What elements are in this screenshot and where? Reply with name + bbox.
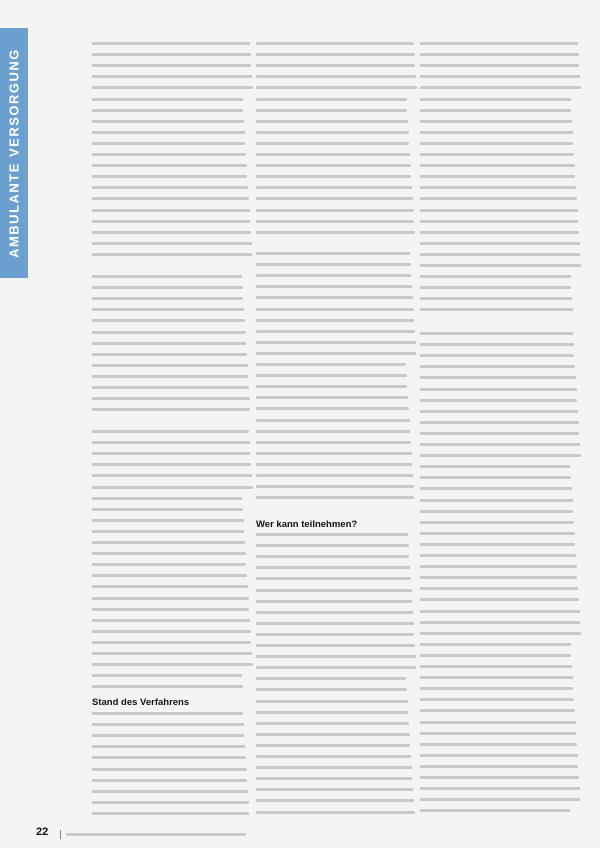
text-line [92, 131, 245, 134]
text-line [256, 485, 414, 488]
text-line [420, 676, 573, 679]
text-line [420, 709, 575, 712]
text-line [92, 209, 250, 212]
text-line [256, 496, 414, 499]
text-line [420, 809, 570, 812]
text-line [256, 711, 408, 714]
text-line [92, 98, 243, 101]
text-line [256, 644, 415, 647]
text-line [256, 544, 409, 547]
text-line [420, 698, 574, 701]
text-line [92, 674, 242, 677]
text-line [256, 419, 410, 422]
text-line [256, 75, 416, 78]
text-line [92, 153, 246, 156]
text-line [420, 432, 579, 435]
text-line [92, 608, 249, 611]
text-line [256, 186, 412, 189]
text-line [256, 407, 409, 410]
footer-publication-line [66, 833, 246, 836]
text-line [256, 352, 416, 355]
text-line [420, 798, 580, 801]
text-line [92, 220, 250, 223]
text-line [92, 734, 244, 737]
text-line [420, 787, 580, 790]
text-line [420, 197, 577, 200]
text-line [256, 430, 410, 433]
text-line [420, 142, 573, 145]
text-line [420, 454, 581, 457]
text-line [256, 308, 414, 311]
footer-divider [60, 830, 61, 839]
text-line [92, 630, 251, 633]
text-line [256, 766, 412, 769]
text-line [420, 732, 576, 735]
text-line [256, 64, 415, 67]
text-line [92, 53, 251, 56]
text-line [256, 452, 412, 455]
text-line [92, 745, 245, 748]
text-line [420, 587, 578, 590]
text-line [420, 275, 571, 278]
text-line [420, 75, 580, 78]
text-line [92, 663, 253, 666]
text-line [256, 611, 413, 614]
text-line [92, 563, 246, 566]
text-line [256, 164, 411, 167]
text-line [92, 430, 249, 433]
text-line [92, 452, 250, 455]
text-line [420, 231, 579, 234]
text-line [420, 654, 571, 657]
text-line [92, 408, 250, 411]
text-line [420, 499, 573, 502]
text-line [256, 296, 413, 299]
text-line [420, 354, 574, 357]
text-line [92, 175, 247, 178]
text-line [256, 396, 408, 399]
text-line [92, 386, 249, 389]
text-line [256, 622, 414, 625]
text-line [256, 733, 410, 736]
text-line [256, 274, 411, 277]
text-line [92, 801, 249, 804]
text-line [92, 723, 244, 726]
text-line [420, 376, 576, 379]
sidebar-label: AMBULANTE VERSORGUNG [6, 48, 22, 258]
text-line [92, 275, 242, 278]
text-line [420, 665, 572, 668]
text-line [420, 632, 581, 635]
text-line [420, 721, 576, 724]
text-line [420, 264, 581, 267]
text-line [92, 541, 245, 544]
text-line [420, 487, 572, 490]
text-column-2 [256, 40, 418, 820]
heading-stand-des-verfahrens: Stand des Verfahrens [92, 697, 190, 708]
text-line [92, 186, 248, 189]
text-line [92, 308, 244, 311]
text-line [420, 332, 573, 335]
text-line [420, 643, 571, 646]
text-line [420, 410, 578, 413]
text-line [420, 220, 578, 223]
page-number: 22 [36, 826, 49, 838]
text-line [92, 397, 250, 400]
text-line [92, 779, 247, 782]
text-line [92, 253, 252, 256]
text-line [420, 443, 580, 446]
text-line [256, 86, 417, 89]
text-line [256, 688, 407, 691]
text-line [420, 286, 571, 289]
text-line [92, 812, 249, 815]
text-line [256, 533, 408, 536]
text-line [92, 297, 243, 300]
text-line [256, 263, 411, 266]
text-line [256, 788, 413, 791]
text-line [420, 565, 577, 568]
text-line [92, 519, 244, 522]
text-line [92, 364, 248, 367]
text-line [420, 765, 578, 768]
text-line [420, 743, 577, 746]
text-line [256, 666, 416, 669]
text-line [92, 375, 248, 378]
text-line [256, 555, 409, 558]
text-line [420, 120, 572, 123]
text-line [256, 463, 412, 466]
text-line [256, 600, 412, 603]
text-line [256, 441, 411, 444]
text-line [256, 153, 410, 156]
text-line [420, 754, 578, 757]
text-line [420, 532, 575, 535]
text-line [92, 286, 243, 289]
text-line [420, 621, 580, 624]
text-line [420, 610, 580, 613]
text-line [420, 388, 577, 391]
sidebar [0, 0, 28, 848]
text-line [92, 685, 243, 688]
text-line [92, 120, 244, 123]
text-line [92, 75, 252, 78]
text-line [420, 543, 575, 546]
text-line [256, 655, 416, 658]
text-line [420, 554, 576, 557]
text-line [256, 677, 406, 680]
text-line [256, 109, 407, 112]
text-line [420, 297, 572, 300]
text-line [92, 164, 247, 167]
text-line [92, 597, 249, 600]
text-line [256, 577, 411, 580]
text-line [420, 365, 575, 368]
text-line [92, 319, 245, 322]
text-line [420, 109, 571, 112]
text-line [256, 374, 407, 377]
text-line [92, 109, 243, 112]
text-line [420, 186, 576, 189]
text-line [92, 619, 250, 622]
text-line [92, 86, 253, 89]
heading-wer-kann-teilnehmen: Wer kann teilnehmen? [256, 519, 358, 530]
text-line [420, 465, 570, 468]
text-line [92, 641, 251, 644]
text-line [256, 330, 415, 333]
text-line [256, 220, 414, 223]
text-line [92, 331, 246, 334]
text-line [420, 98, 571, 101]
text-line [256, 120, 408, 123]
text-line [92, 42, 250, 45]
text-line [92, 142, 245, 145]
text-line [256, 777, 412, 780]
text-line [256, 799, 414, 802]
text-line [256, 811, 415, 814]
text-line [420, 42, 578, 45]
text-line [420, 164, 575, 167]
text-line [92, 574, 247, 577]
text-line [420, 421, 579, 424]
text-line [256, 474, 413, 477]
text-line [420, 53, 579, 56]
text-line [256, 363, 406, 366]
text-line [92, 197, 249, 200]
text-line [256, 42, 414, 45]
text-line [420, 510, 573, 513]
text-line [92, 756, 246, 759]
text-line [256, 341, 416, 344]
text-line [256, 589, 412, 592]
text-line [256, 175, 411, 178]
text-line [420, 253, 580, 256]
text-line [92, 652, 252, 655]
text-line [92, 712, 243, 715]
text-line [256, 285, 412, 288]
text-line [420, 308, 573, 311]
text-line [256, 385, 407, 388]
text-line [92, 530, 244, 533]
text-line [256, 142, 409, 145]
text-line [420, 687, 573, 690]
text-line [420, 598, 579, 601]
text-line [256, 722, 409, 725]
text-line [92, 64, 251, 67]
text-line [256, 744, 410, 747]
text-line [420, 399, 577, 402]
text-line [256, 53, 415, 56]
text-line [256, 319, 414, 322]
text-line [420, 64, 579, 67]
text-line [92, 353, 247, 356]
text-line [256, 633, 414, 636]
text-line [92, 486, 253, 489]
text-line [92, 231, 251, 234]
text-line [420, 131, 573, 134]
text-line [92, 552, 246, 555]
text-line [256, 197, 413, 200]
text-line [92, 441, 250, 444]
text-line [92, 242, 252, 245]
text-line [420, 175, 575, 178]
text-line [420, 476, 571, 479]
text-line [92, 768, 247, 771]
text-line [420, 242, 580, 245]
text-line [256, 231, 415, 234]
text-line [420, 86, 581, 89]
text-line [256, 98, 407, 101]
text-line [92, 342, 246, 345]
text-line [92, 497, 242, 500]
text-line [256, 209, 414, 212]
text-line [256, 131, 409, 134]
text-line [92, 790, 248, 793]
text-line [420, 776, 579, 779]
text-line [420, 343, 574, 346]
text-line [420, 576, 577, 579]
text-line [256, 252, 410, 255]
text-line [92, 463, 251, 466]
text-line [92, 474, 252, 477]
text-line [256, 566, 410, 569]
text-line [92, 508, 243, 511]
text-line [420, 209, 578, 212]
text-line [92, 585, 248, 588]
text-line [256, 755, 411, 758]
text-line [256, 700, 408, 703]
text-line [420, 521, 574, 524]
text-line [420, 153, 574, 156]
text-column-3 [420, 40, 582, 820]
